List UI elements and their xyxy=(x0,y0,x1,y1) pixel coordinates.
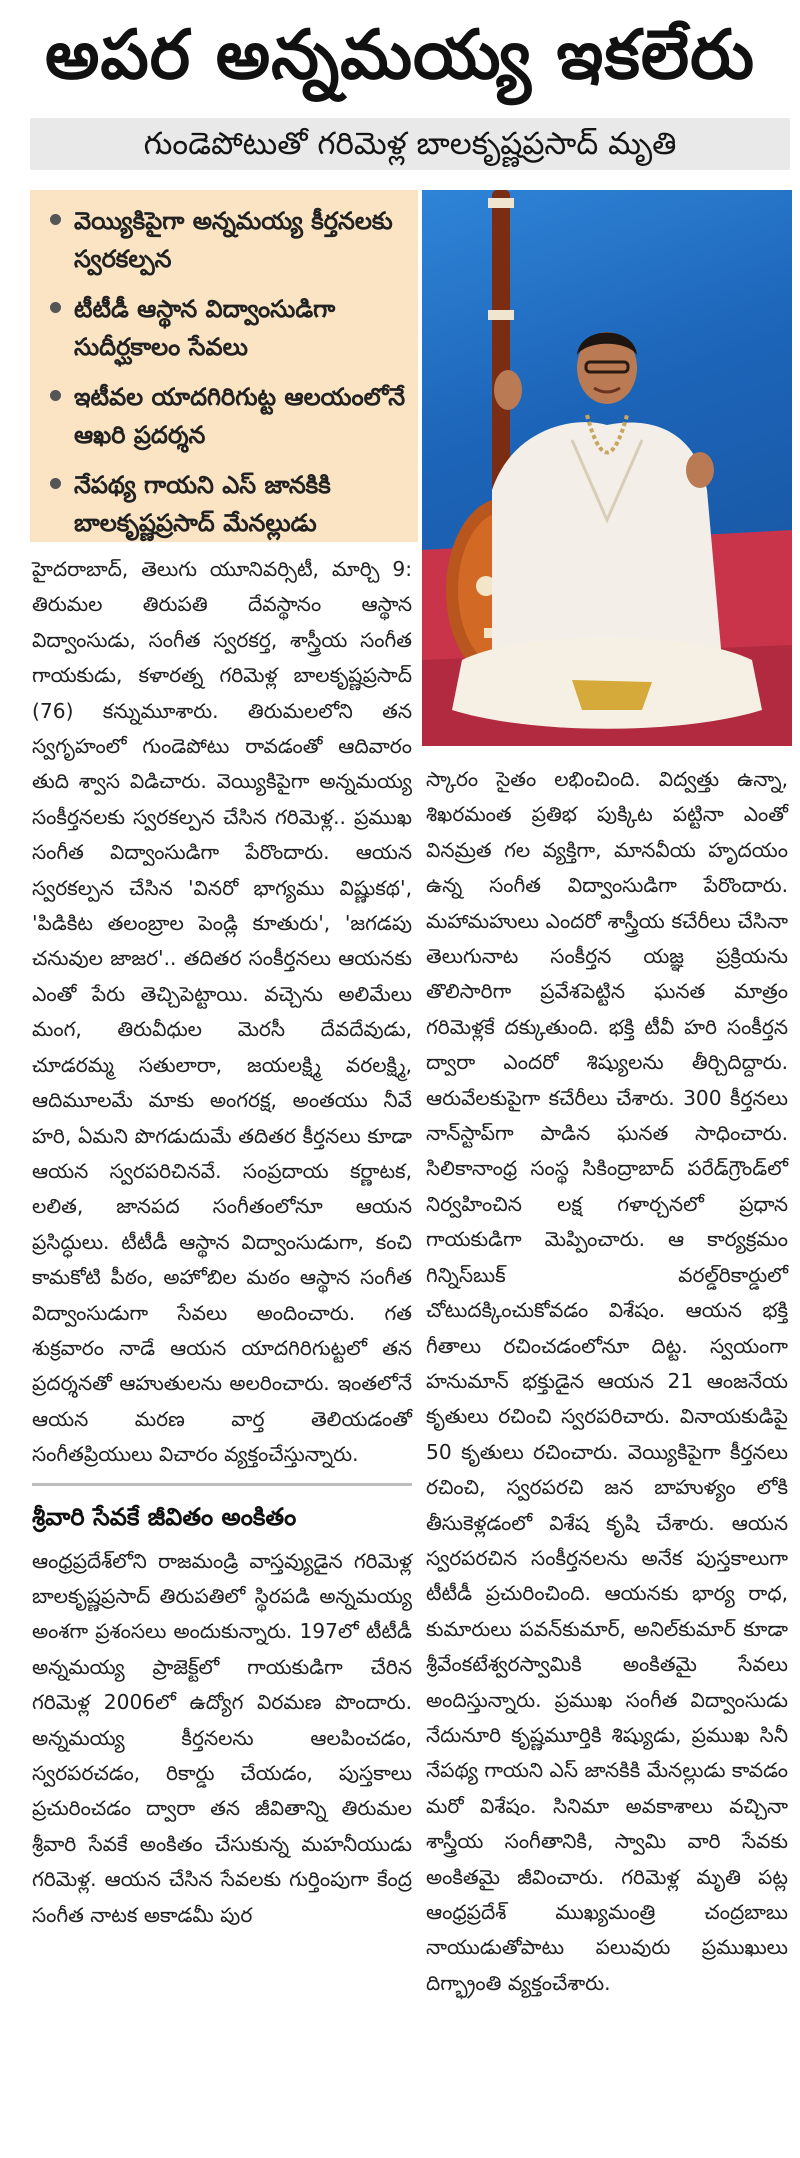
article-body-continued: స్కారం సైతం లభించింది. విద్వత్తు ఉన్నా, శిఖరమంత ప్రతిభ పుక్కిట పట్టినా ఎంతో వినమ్రత గల వ్యక్తిగా, మానవీయ హృదయం ఉన్న సంగీత విద్వాంసుడిగా పేరొందారు. మహామహులు ఎందరో శాస్త్రీయ కచేరీలు చేసినా తెలుగునాట సంకీర్తన యజ్ఞ ప్రక్రియను తొలిసారిగా ప్రవేశపెట్టిన ఘనత మాత్రం గరిమెళ్లకే దక్కుతుంది. భక్తి టీవీ హరి సంకీర్తన ద్వారా ఎందరో శిష్యులను తీర్చిదిద్దారు. ఆరువేలకుపైగా కచేరీలు చేశారు. 300 కీర్తనలు నాన్‌స్టాప్‌గా పాడిన ఘనత సాధించారు. సిలికానాంధ్ర సంస్థ సికింద్రాబాద్ పరేడ్‌గ్రౌండ్‌లో నిర్వహించిన లక్ష గళార్చనలో ప్రధాన గాయకుడిగా మెప్పించారు. ఆ కార్యక్రమం గిన్నిస్‌బుక్ వరల్డ్‌రికార్డులో చోటుదక్కించుకోవడం విశేషం. ఆయన భక్తి గీతాలు రచించడంలోనూ దిట్ట. స్వయంగా హనుమాన్ భక్తుడైన ఆయన 21 ఆంజనేయ కృతులు రచించి స్వరపరిచారు. వినాయకుడిపై 50 కృతులు రచించారు. వెయ్యికిపైగా కీర్తనలు రచించి, స్వరపరచి జన బాహుళ్యం లోకి తీసుకెళ్లడంలో విశేష కృషి చేశారు. ఆయన స్వరపరచిన సంకీర్తనలను అనేక పుస్తకాలుగా టీటీడీ ప్రచురించింది. ఆయనకు భార్య రాధ, కుమారులు పవన్‌కుమార్, అనిల్‌కుమార్ కూడా శ్రీవేంకటేశ్వరస్వామికి అంకితమై సేవలు అందిస్తున్నారు. ప్రముఖ సంగీత విద్వాంసుడు నేదునూరి కృష్ణమూర్తికి శిష్యుడు, ప్రముఖ సినీ నేపథ్య గాయని ఎస్ జానకికి మేనల్లుడు కావడం మరో విశేషం. సినిమా అవకాశాలు వచ్చినా శాస్త్రీయ సంగీతానికి, స్వామి వారి సేవకు అంకితమై జీవించారు. గరిమెళ్ల మృతి పట్ల ఆంధ్రప్రదేశ్ ముఖ్యమంత్రి చంద్రబాబు నాయుడుతోపాటు పలువురు ప్రముఖులు దిగ్భ్రాంతి వ్యక్తంచేశారు. xyxy=(426,767,788,1995)
tanpura-peg xyxy=(488,198,514,208)
article-intro: హైదరాబాద్, తెలుగు యూనివర్సిటీ, మార్చి 9: తిరుమల తిరుపతి దేవస్థానం ఆస్థాన విద్వాంసుడు, సంగీత స్వరకర్త, శాస్త్రీయ సంగీత గాయకుడు, కళారత్న గరిమెళ్ల బాలకృష్ణప్రసాద్ (76) కన్నుమూశారు. తిరుమలలోని తన స్వగృహంలో గుండెపోటు రావడంతో ఆదివారం తుది శ్వాస విడిచారు. వెయ్యికిపైగా అన్నమయ్య సంకీర్తనలకు స్వరకల్పన చేసిన గరిమెళ్ల.. ప్రముఖ సంగీత విద్వాంసుడిగా పేరొందారు. ఆయన స్వరకల్పన చేసిన 'వినరో భాగ్యము విష్ణుకథ', 'పిడికిట తలంబ్రాల పెండ్లి కూతురు', 'జగడపు చనువుల జాజర'.. తదితర సంకీర్తనలు ఆయనకు ఎంతో పేరు తెచ్చిపెట్టాయి. వచ్చెను అలిమేలు మంగ, తిరువీధుల మెరసీ దేవదేవుడు, చూడరమ్మ సతులారా, జయలక్ష్మి వరలక్ష్మి, ఆదిమూలమే మాకు అంగరక్ష, అంతయు నీవే హరి, ఏమని పొగడుదుమే తదితర కీర్తనలు కూడా ఆయన స్వరపరిచినవే. సంప్రదాయ కర్ణాటక, లలిత, జానపద సంగీతంలోనూ ఆయన ప్రసిద్ధులు. టీటీడీ ఆస్థాన విద్వాంసుడుగా, కంచి కామకోటి పీఠం, అహోబిల మఠం ఆస్థాన సంగీత విద్వాంసుడుగా సేవలు అందించారు. గత శుక్రవారం నాడే ఆయన యాదగిరిగుట్టలో తన ప్రదర్శనతో ఆహుతులను అలరించారు. ఇంతలోనే ఆయన మరణ వార్త తెలియడంతో సంగీతప్రియులు విచారం వ్యక్తంచేస్తున్నారు. xyxy=(32,557,412,1467)
highlights-list xyxy=(44,202,408,542)
section-subhead: శ్రీవారి సేవకే జీవితం అంకితం xyxy=(32,1502,297,1531)
left-hand xyxy=(494,370,522,410)
dhoti-border xyxy=(572,680,652,710)
highlights-box xyxy=(30,190,418,542)
bullet-icon xyxy=(50,214,61,225)
tanpura-peg xyxy=(488,310,514,320)
singer-with-tanpura-illustration xyxy=(422,190,792,746)
section-divider xyxy=(32,1483,412,1486)
highlight-item xyxy=(44,378,408,454)
bullet-icon xyxy=(50,302,61,313)
subheadline: గుండెపోటుతో గరిమెళ్ల బాలకృష్ణప్రసాద్ మృతి xyxy=(30,118,790,170)
kurta xyxy=(492,422,722,660)
highlight-text: నేపథ్య గాయని ఎస్ జానకికి బాలకృష్ణప్రసాద్ మేనల్లుడు xyxy=(74,471,331,537)
highlight-text: వెయ్యికిపైగా అన్నమయ్య కీర్తనలకు స్వరకల్పన xyxy=(74,207,393,273)
bullet-icon xyxy=(50,390,61,401)
headline: అపర అన్నమయ్య ఇకలేరు xyxy=(45,16,755,95)
highlight-item xyxy=(44,466,408,542)
bullet-icon xyxy=(50,478,61,489)
right-hand xyxy=(686,452,714,488)
right-column xyxy=(426,762,788,2001)
left-column xyxy=(32,552,412,1933)
highlight-text: ఇటీవల యాదగిరిగుట్ట ఆలయంలోనే ఆఖరి ప్రదర్శన xyxy=(74,383,406,449)
highlight-item xyxy=(44,290,408,366)
singer-photo xyxy=(422,190,792,746)
highlight-text: టీటీడీ ఆస్థాన విద్వాంసుడిగా సుదీర్ఘకాలం సేవలు xyxy=(74,295,336,361)
article-body-2: ఆంధ్రప్రదేశ్‌లోని రాజమండ్రి వాస్తవ్యుడైన గరిమెళ్ల బాలకృష్ణప్రసాద్ తిరుపతిలో స్థిరపడి అన్నమయ్య అంశగా ప్రశంసలు అందుకున్నారు. 197లో టీటీడీ అన్నమయ్య ప్రాజెక్ట్‌లో గాయకుడిగా చేరిన గరిమెళ్ల 2006లో ఉద్యోగ విరమణ పొందారు. అన్నమయ్య కీర్తనలను ఆలపించడం, స్వరపరచడం, రికార్డు చేయడం, పుస్తకాలు ప్రచురించడం ద్వారా తన జీవితాన్ని తిరుమల శ్రీవారి సేవకే అంకితం చేసుకున్న మహనీయుడు గరిమెళ్ల. ఆయన చేసిన సేవలకు గుర్తింపుగా కేంద్ర సంగీత నాటక అకాడమీ పుర xyxy=(32,1548,412,1927)
highlight-item xyxy=(44,202,408,278)
